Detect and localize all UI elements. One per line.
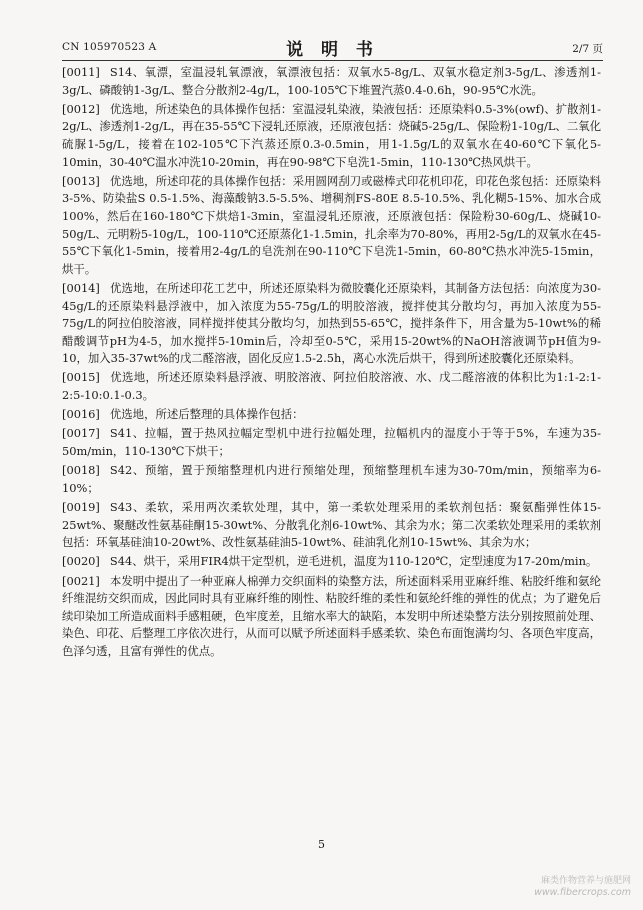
site-watermark <box>534 876 631 898</box>
document-body <box>62 64 601 662</box>
paragraph <box>62 173 601 279</box>
paragraph-text: 优选地，所述染色的具体操作包括：室温浸轧染液，染液包括：还原染料0.5-3%(owf)、扩散剂1-2g/L、渗透剂1-2g/L，再在35-55℃下浸轧还原液，还原液包括：烧碱5-25g/L、保险粉1-10g/L、二氧化硫脲1-5g/L，接着在102-105℃下汽蒸还原0.3-0.5min，用1-1.5g/L的双氧水在40-60℃下氧化5-10min，30-40℃温水冲洗10-20min，再在90-98℃下皂洗1-5min，110-130℃热风烘干。 <box>62 101 601 169</box>
page-header <box>62 34 603 61</box>
paragraph <box>62 499 601 552</box>
paragraph <box>62 573 601 661</box>
paragraph-text: S41、拉幅，置于热风拉幅定型机中进行拉幅处理，拉幅机内的湿度小于等于5%，车速为35-50m/min，110-130℃下烘干； <box>62 426 601 459</box>
doc-number: CN 105970523 A <box>62 41 157 53</box>
paragraph-text: S44、烘干，采用FIR4烘干定型机，逆毛进机，温度为110-120℃，定型速度为17-20m/min。 <box>109 554 598 569</box>
paragraph-number: [0013] <box>62 173 100 188</box>
doc-title: 说 明 书 <box>286 40 379 60</box>
paragraph-text: 优选地，所述后整理的具体操作包括： <box>109 407 304 422</box>
paragraph-text: 优选地，在所述印花工艺中，所述还原染料为微胶囊化还原染料，其制备方法包括：向浓度为30-45g/L的还原染料悬浮液中，加入浓度为55-75g/L的明胶溶液，搅拌使其分散均匀，再加入浓度为55-75g/L的阿拉伯胶溶液，同样搅拌使其分散均匀，加热到55-65℃，搅拌条件下，用含量为5-10wt%的稀醋酸调节pH为4-5，加水搅拌5-10min后，冷却至0-5℃，采用15-20wt%的NaOH溶液调节pH值为9-10，加入35-37wt%的戊二醛溶液，固化反应1.5-2.5h，离心水洗后烘干，得到所述胶囊化还原染料。 <box>62 280 601 366</box>
paragraph-text: 优选地，所述还原染料悬浮液、明胶溶液、阿拉伯胶溶液、水、戊二醛溶液的体积比为1:1-2:1-2:5-10:0.1-0.3。 <box>62 370 601 403</box>
paragraph <box>62 406 601 424</box>
paragraph-number: [0016] <box>62 407 100 422</box>
page-number: 5 <box>318 838 325 851</box>
paragraph-number: [0012] <box>62 101 100 116</box>
paragraph <box>62 369 601 404</box>
paragraph-text: S43、柔软，采用两次柔软处理，其中，第一柔软处理采用的柔软剂包括：聚氨酯弹性体15-25wt%、聚醚改性氨基硅酮15-30wt%、分散乳化剂6-10wt%、其余为水；第二次柔软处理采用的柔软剂包括：环氧基硅油10-20wt%、改性氨基硅油5-10wt%、硅油乳化剂10-15wt%、其余为水； <box>62 500 601 550</box>
paragraph <box>62 425 601 460</box>
paragraph-number: [0021] <box>62 573 100 588</box>
paragraph-text: 本发明中提出了一种亚麻人棉弹力交织面料的染整方法，所述面料采用亚麻纤维、粘胶纤维和氨纶纤维混纺交织而成，因此同时具有亚麻纤维的刚性、粘胶纤维的柔性和氨纶纤维的弹性的优点；为了避免后续印染加工所造成面料手感粗硬，色牢度差，且缩水率大的缺陷，本发明中所述染整方法分别按照前处理、染色、印花、后整理工序依次进行，从而可以赋予所述面料手感柔软、染色布面饱满均匀、各项色牢度高，色泽匀透，且富有弹性的优点。 <box>62 573 601 658</box>
paragraph-text: 优选地，所述印花的具体操作包括：采用圆网刮刀或磁棒式印花机印花，印花色浆包括：还原染料3-5%、防染盐S 0.5-1.5%、海藻酸钠3.5-5.5%、增稠剂FS-80E 8.5-10.5%、乳化糊5-15%、加水合成100%，然后在160-180℃下烘焙1-3min，室温浸轧还原液，还原液包括：保险粉30-60g/L、烧碱10-50g/L、元明粉5-10g/L，100-110℃还原蒸化1-1.5min，扎余率为70-80%，再用2-5g/L的双氧水在45-55℃下氧化1-5min，接着用2-4g/L的皂洗剂在90-110℃下皂洗1-5min，60-80℃热水冲洗5-15min，烘干。 <box>62 173 601 276</box>
paragraph-text: S42、预缩，置于预缩整理机内进行预缩处理，预缩整理机车速为30-70m/min，预缩率为6-10%； <box>62 463 601 495</box>
paragraph <box>62 462 601 497</box>
paragraph-number: [0018] <box>62 463 100 478</box>
paragraph-number: [0014] <box>62 280 100 295</box>
paragraph <box>62 101 601 171</box>
paragraph <box>62 64 601 99</box>
page-indicator: 2/7 页 <box>572 43 603 55</box>
watermark-title: 麻类作物营养与施肥网 <box>540 876 631 886</box>
paragraph-number: [0020] <box>62 554 100 569</box>
watermark-url: www.fibercrops.com <box>534 887 631 898</box>
paragraph <box>62 553 601 571</box>
paragraph-number: [0011] <box>62 65 100 79</box>
paragraph-text: S14、氧漂，室温浸轧氧漂液，氧漂液包括：双氧水5-8g/L、双氧水稳定剂3-5g/L、渗透剂1-3g/L、磷酸钠1-3g/L、整合分散剂2-4g/L，100-105℃下堆置汽蒸0.4-0.6h，90-95℃水洗。 <box>62 65 601 97</box>
paragraph-number: [0015] <box>62 370 100 385</box>
paragraph-number: [0019] <box>62 500 100 514</box>
paragraph <box>62 280 601 368</box>
paragraph-number: [0017] <box>62 426 100 441</box>
